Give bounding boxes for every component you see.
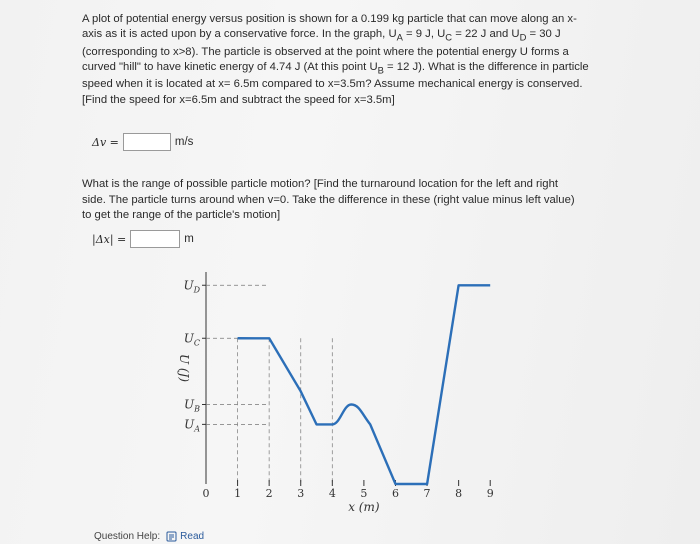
x-tick-label-2: 2 xyxy=(265,487,273,500)
dv-label: Δv = xyxy=(92,135,119,149)
y-tick-label-b: $U_B$ xyxy=(183,397,200,414)
problem-text: A plot of potential energy versus position is shown for a 0.199 kg particle that can move along an x-axis as it is acted upon by a conservative force. In the graph, U xyxy=(82,13,577,41)
dx-input[interactable] xyxy=(130,230,180,248)
x-tick-label-7: 7 xyxy=(423,487,431,500)
x-tick-label-4: 4 xyxy=(328,487,336,500)
problem-text-2: = 22 J and U xyxy=(452,28,520,41)
read-link[interactable] xyxy=(166,531,204,542)
y-tick-label-c: $U_C$ xyxy=(183,331,200,348)
dv-input[interactable] xyxy=(123,133,171,151)
problem-statement xyxy=(82,12,592,108)
x-tick-label-9: 9 xyxy=(486,487,494,500)
sub-d: D xyxy=(519,31,527,43)
question-help-label: Question Help: xyxy=(94,531,161,542)
dv-unit: m/s xyxy=(174,136,194,148)
potential-energy-chart xyxy=(160,262,520,524)
question-2 xyxy=(82,166,582,234)
x-tick-label-8: 8 xyxy=(455,487,463,500)
problem-text-3: = 30 J (corresponding to x>8). The particle is observed at the point where the potential energy U forms a curved "hill" to have kinetic energy of 4.74 J (At this point U xyxy=(82,28,569,73)
x-tick-label-0: 0 xyxy=(202,487,210,500)
x-tick-label-6: 6 xyxy=(391,487,399,500)
x-tick-label-5: 5 xyxy=(360,487,368,500)
sub-b: B xyxy=(377,64,384,76)
question-2-text: What is the range of possible particle motion? [Find the turnaround location for the left and right side. The particle turns around when v=0. Take the difference in these (right value minus left value) to get the range of the particle's motion] xyxy=(82,178,575,221)
x-tick-label-1: 1 xyxy=(234,487,242,500)
chart-axes xyxy=(177,272,494,514)
answer-row-dx xyxy=(92,230,194,248)
y-tick-label-a: $U_A$ xyxy=(184,417,200,434)
answer-row-dv xyxy=(92,133,193,151)
sub-c: C xyxy=(445,31,453,43)
x-tick-label-3: 3 xyxy=(297,487,305,500)
series-line-0 xyxy=(238,285,491,484)
dx-unit: m xyxy=(184,233,194,245)
x-axis-label: x (m) xyxy=(348,500,380,514)
read-label: Read xyxy=(180,531,205,542)
y-axis-label: U (J) xyxy=(177,353,191,383)
y-tick-label-d: $U_D$ xyxy=(183,278,200,295)
sub-a: A xyxy=(396,31,403,43)
dx-label: |Δx| = xyxy=(92,232,127,246)
question-help xyxy=(94,531,204,542)
chart-marks xyxy=(238,285,491,484)
document-icon xyxy=(166,531,177,542)
problem-text-1: = 9 J, U xyxy=(402,28,446,41)
problem-text-4: = 12 J). What is the difference in particle speed when it is located at x= 6.5m compared to x=3.5m? Assume mechanical energy is conserved. [Find the speed for x=6.5m and subtract the speed for x=3.5m] xyxy=(82,60,589,106)
